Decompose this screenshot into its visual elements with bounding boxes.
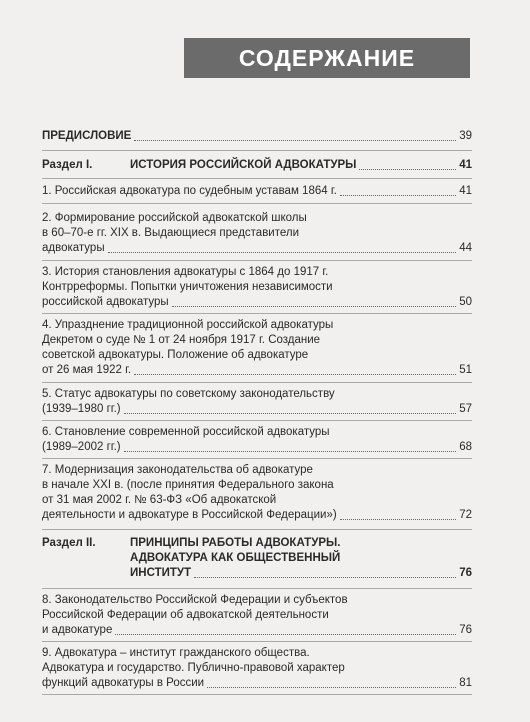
entry-line: российской адвокатуры xyxy=(42,296,169,308)
entry-line: Адвокатура и государство. Публично-правовой характер xyxy=(42,662,345,674)
divider xyxy=(42,458,472,459)
entry-line: 8. Законодательство Российской Федерации и субъектов xyxy=(42,594,348,606)
section-title-line: ПРИНЦИПЫ РАБОТЫ АДВОКАТУРЫ. xyxy=(130,537,341,549)
divider xyxy=(42,260,472,261)
divider xyxy=(42,641,472,642)
section-title-line: ИНСТИТУТ xyxy=(130,567,192,579)
entry-line: адвокатуры xyxy=(42,242,105,254)
entry-line: советской адвокатуры. Положение об адвокатуре xyxy=(42,349,309,361)
entry-line: 1. Российская адвокатура по судебным уставам 1864 г. xyxy=(42,185,337,197)
page-number: 68 xyxy=(459,441,472,453)
section-label: Раздел II. xyxy=(42,537,96,549)
section-label: Раздел I. xyxy=(42,159,93,171)
entry-line: Российской Федерации об адвокатской деятельности xyxy=(42,609,329,621)
leader-dots xyxy=(172,305,457,307)
page-number: 81 xyxy=(459,677,472,689)
divider xyxy=(42,150,472,151)
page-number: 39 xyxy=(459,130,472,142)
divider xyxy=(42,588,472,589)
toc-entry[interactable] xyxy=(42,593,472,638)
page-number: 51 xyxy=(459,364,472,376)
leader-dots xyxy=(124,412,457,414)
entry-line: Декретом о суде № 1 от 24 ноября 1917 г. Создание xyxy=(42,334,321,346)
section-title-line: АДВОКАТУРА КАК ОБЩЕСТВЕННЫЙ xyxy=(130,552,341,564)
entry-line: в начале XXI в. (после принятия Федерального закона xyxy=(42,479,334,491)
leader-dots xyxy=(194,576,456,578)
page-number: 41 xyxy=(459,159,472,171)
toc-entry[interactable] xyxy=(42,646,472,691)
entry-line: в 60–70-е гг. XIX в. Выдающиеся представители xyxy=(42,227,300,239)
toc-entry[interactable] xyxy=(42,211,472,256)
entry-line: 4. Упразднение традиционной российской адвокатуры xyxy=(42,319,334,331)
leader-dots xyxy=(134,373,456,375)
entry-line: Контрреформы. Попытки уничтожения независимости xyxy=(42,281,333,293)
entry-line: (1939–1980 гг.) xyxy=(42,403,121,415)
page-number: 57 xyxy=(459,403,472,415)
divider xyxy=(42,382,472,383)
entry-line: 9. Адвокатура – институт гражданского общества. xyxy=(42,647,310,659)
toc-entry[interactable] xyxy=(42,463,472,523)
leader-dots xyxy=(108,251,457,253)
toc-preface[interactable] xyxy=(42,129,472,144)
leader-dots xyxy=(115,633,456,635)
toc-entry[interactable] xyxy=(42,318,472,378)
entry-line: 6. Становление современной российской адвокатуры xyxy=(42,426,330,438)
entry-line: (1989–2002 гг.) xyxy=(42,441,121,453)
toc-section-2[interactable] xyxy=(42,536,472,584)
entry-line: деятельности и адвокатуре в Российской Федерации») xyxy=(42,509,337,521)
divider xyxy=(42,529,472,530)
divider xyxy=(42,203,472,204)
section-title: ИСТОРИЯ РОССИЙСКОЙ АДВОКАТУРЫ xyxy=(130,159,357,171)
leader-dots xyxy=(340,194,456,196)
toc-entry[interactable] xyxy=(42,425,472,455)
toc-section-1[interactable] xyxy=(42,158,472,173)
entry-line: и адвокатуре xyxy=(42,624,113,636)
page-number: 76 xyxy=(459,624,472,636)
preface-label: ПРЕДИСЛОВИЕ xyxy=(42,130,132,142)
leader-dots xyxy=(359,168,456,170)
leader-dots xyxy=(207,686,456,688)
divider xyxy=(42,178,472,179)
entry-line: 2. Формирование российской адвокатской школы xyxy=(42,212,307,224)
entry-line: 3. История становления адвокатуры с 1864 до 1917 г. xyxy=(42,266,329,278)
leader-dots xyxy=(340,518,457,520)
leader-dots xyxy=(134,139,456,141)
divider xyxy=(42,694,472,695)
toc-entry[interactable] xyxy=(42,387,472,417)
entry-line: 7. Модернизация законодательства об адвокатуре xyxy=(42,464,313,476)
page-title: СОДЕРЖАНИЕ xyxy=(238,44,416,71)
toc-entry[interactable] xyxy=(42,184,472,199)
page-number: 72 xyxy=(459,509,472,521)
entry-line: от 26 мая 1922 г. xyxy=(42,364,132,376)
page-number: 50 xyxy=(459,296,472,308)
entry-line: функций адвокатуры в России xyxy=(42,677,205,689)
page-number: 41 xyxy=(459,185,472,197)
entry-line: от 31 мая 2002 г. № 63-ФЗ «Об адвокатской xyxy=(42,494,277,506)
page-number: 76 xyxy=(459,567,472,579)
leader-dots xyxy=(124,450,457,452)
toc-entry[interactable] xyxy=(42,265,472,310)
page-number: 44 xyxy=(459,242,472,254)
divider xyxy=(42,313,472,314)
divider xyxy=(42,420,472,421)
entry-line: 5. Статус адвокатуры по советскому законодательству xyxy=(42,388,335,400)
